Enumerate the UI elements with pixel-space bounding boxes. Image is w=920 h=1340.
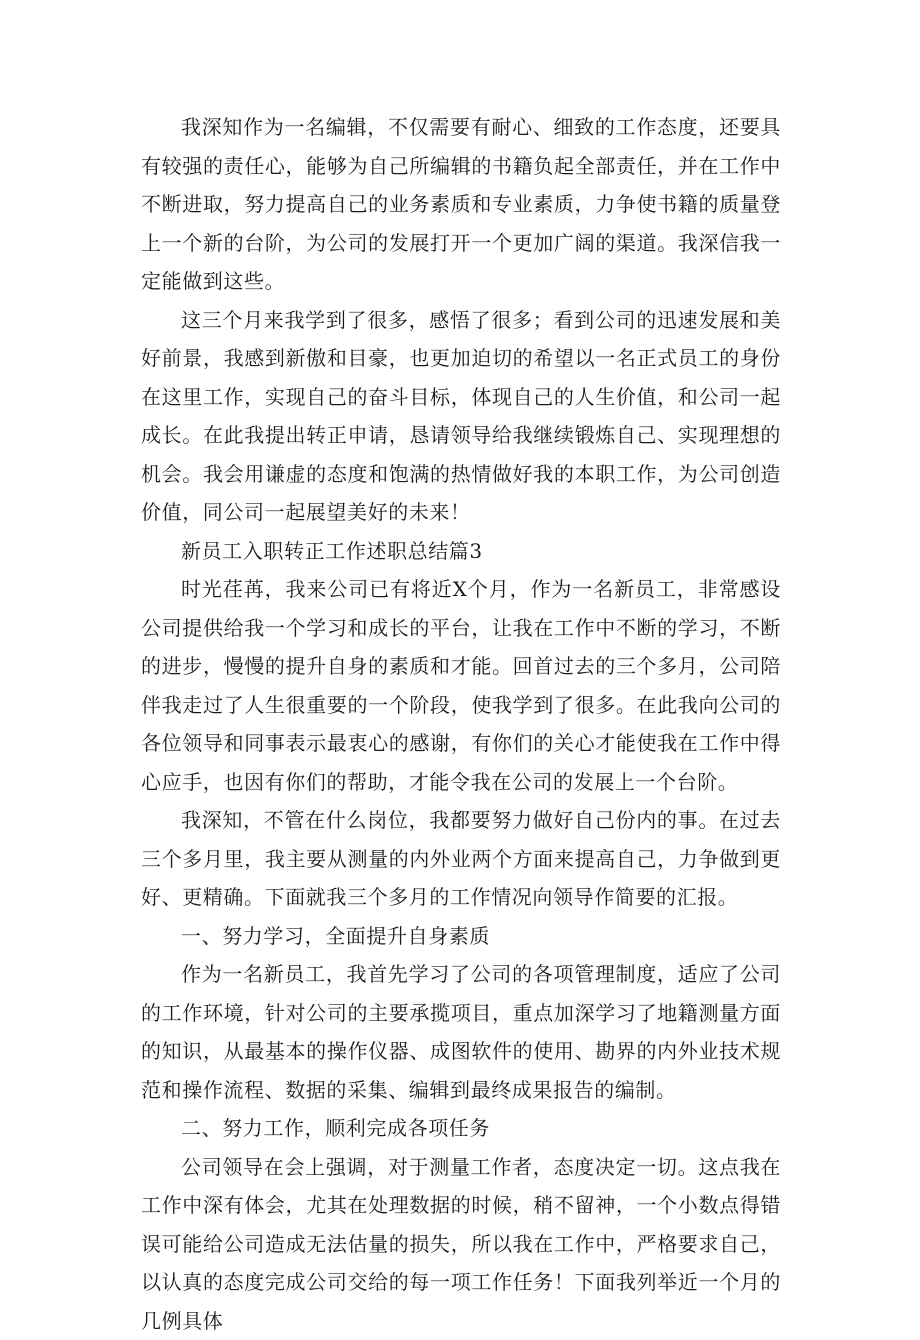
paragraph-study-details: 作为一名新员工，我首先学习了公司的各项管理制度，适应了公司的工作环境，针对公司的主要承揽项目，重点加深学习了地籍测量方面的知识，从最基本的操作仪器、成图软件的使用、勘界的内外业技术规范和操作流程、数据的采集、编辑到最终成果报告的编制。	[141, 955, 781, 1109]
heading-work: 二、努力工作，顺利完成各项任务	[141, 1109, 781, 1148]
paragraph-work-details: 公司领导在会上强调，对于测量工作者，态度决定一切。这点我在工作中深有体会，尤其在处理数据的时候，稍不留神，一个小数点得错误可能给公司造成无法估量的损失，所以我在工作中，严格要求自己，以认真的态度完成公司交给的每一项工作任务！下面我列举近一个月的几例具体	[141, 1148, 781, 1340]
paragraph-work-duty: 我深知，不管在什么岗位，我都要努力做好自己份内的事。在过去三个多月里，我主要从测量的内外业两个方面来提高自己，力争做到更好、更精确。下面就我三个多月的工作情况向领导作简要的汇报。	[141, 801, 781, 917]
heading-study: 一、努力学习，全面提升自身素质	[141, 917, 781, 956]
section-title: 新员工入职转正工作述职总结篇3	[141, 532, 781, 571]
document-body	[141, 108, 781, 1340]
paragraph-three-months-reflection: 这三个月来我学到了很多，感悟了很多；看到公司的迅速发展和美好前景，我感到新傲和目豪，也更加迫切的希望以一名正式员工的身份在这里工作，实现自己的奋斗目标，体现自己的人生价值，和公司一起成长。在此我提出转正申请，恳请领导给我继续锻炼自己、实现理想的机会。我会用谦虚的态度和饱满的热情做好我的本职工作，为公司创造价值，同公司一起展望美好的未来！	[141, 301, 781, 532]
paragraph-editor-responsibility: 我深知作为一名编辑，不仅需要有耐心、细致的工作态度，还要具有较强的责任心，能够为自己所编辑的书籍负起全部责任，并在工作中不断进取，努力提高自己的业务素质和专业素质，力争使书籍的质量登上一个新的台阶，为公司的发展打开一个更加广阔的渠道。我深信我一定能做到这些。	[141, 108, 781, 301]
paragraph-time-flies: 时光荏苒，我来公司已有将近X个月，作为一名新员工，非常感设公司提供给我一个学习和成长的平台，让我在工作中不断的学习，不断的进步，慢慢的提升自身的素质和才能。回首过去的三个多月，公司陪伴我走过了人生很重要的一个阶段，使我学到了很多。在此我向公司的各位领导和同事表示最衷心的感谢，有你们的关心才能使我在工作中得心应手，也因有你们的帮助，才能令我在公司的发展上一个台阶。	[141, 570, 781, 801]
